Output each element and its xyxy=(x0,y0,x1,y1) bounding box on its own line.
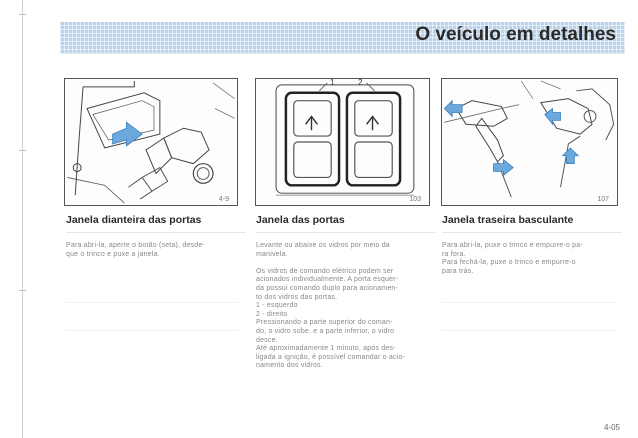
section-front-door-window xyxy=(66,213,246,259)
margin-tick xyxy=(19,14,26,15)
section-body: Levante ou abaixe os vidros por meio da manivela. Os vidros de comando elétrico podem ser acionados individualmente. A porta esquer- da possui comando duplo para acionamen- to dos vidros das portas. 1 - esquerdo 2 - direito Pressionando a parte superior do coman- do, o vidro sobe, e a parte inferior, o vidro desce. Até aproximadamente 1 minuto, após des- ligada a ignição, é possível comandar o acio- namento dos vidros. xyxy=(256,242,406,370)
margin-tick xyxy=(19,150,26,151)
figure-id: 107 xyxy=(597,196,609,203)
margin-tick xyxy=(19,290,26,291)
section-body: Para abri-la, puxe o trinco e empurre-o pa- ra fora. Para fechá-la, puxe o trinco e empurre-o para trás. xyxy=(442,242,583,275)
figure-rear-window-latch xyxy=(441,78,618,206)
pull-arrow-icon xyxy=(545,109,561,125)
bleed-through-line xyxy=(442,330,618,331)
switch-label-2: 2 xyxy=(358,78,363,87)
page-margin-rule xyxy=(22,0,23,438)
section-rear-vent-window xyxy=(442,213,622,276)
section-door-windows xyxy=(256,213,436,371)
section-title: Janela dianteira das portas xyxy=(66,213,246,233)
figure-id: 4-9 xyxy=(218,196,229,203)
section-title: Janela das portas xyxy=(256,213,436,233)
bleed-through-line xyxy=(66,330,238,331)
push-arrow-icon xyxy=(113,122,143,146)
push-out-arrow-icon xyxy=(494,160,514,176)
page-number: 4-05 xyxy=(603,423,620,432)
power-window-switches-illustration xyxy=(256,79,429,205)
front-window-latch-illustration xyxy=(65,79,237,205)
figure-id: 103 xyxy=(409,196,421,203)
switch-label-1: 1 xyxy=(330,78,335,87)
figure-front-window-latch xyxy=(64,78,238,206)
rear-window-latch-illustration xyxy=(442,79,617,205)
section-body: Para abri-la, aperte o botão (seta), desde- que o trinco e puxe a janela. xyxy=(66,242,205,258)
figure-power-window-switches xyxy=(255,78,430,206)
page-title: O veículo em detalhes xyxy=(415,24,616,45)
section-title: Janela traseira basculante xyxy=(442,213,622,233)
bleed-through-line xyxy=(442,302,618,303)
bleed-through-line xyxy=(66,302,238,303)
